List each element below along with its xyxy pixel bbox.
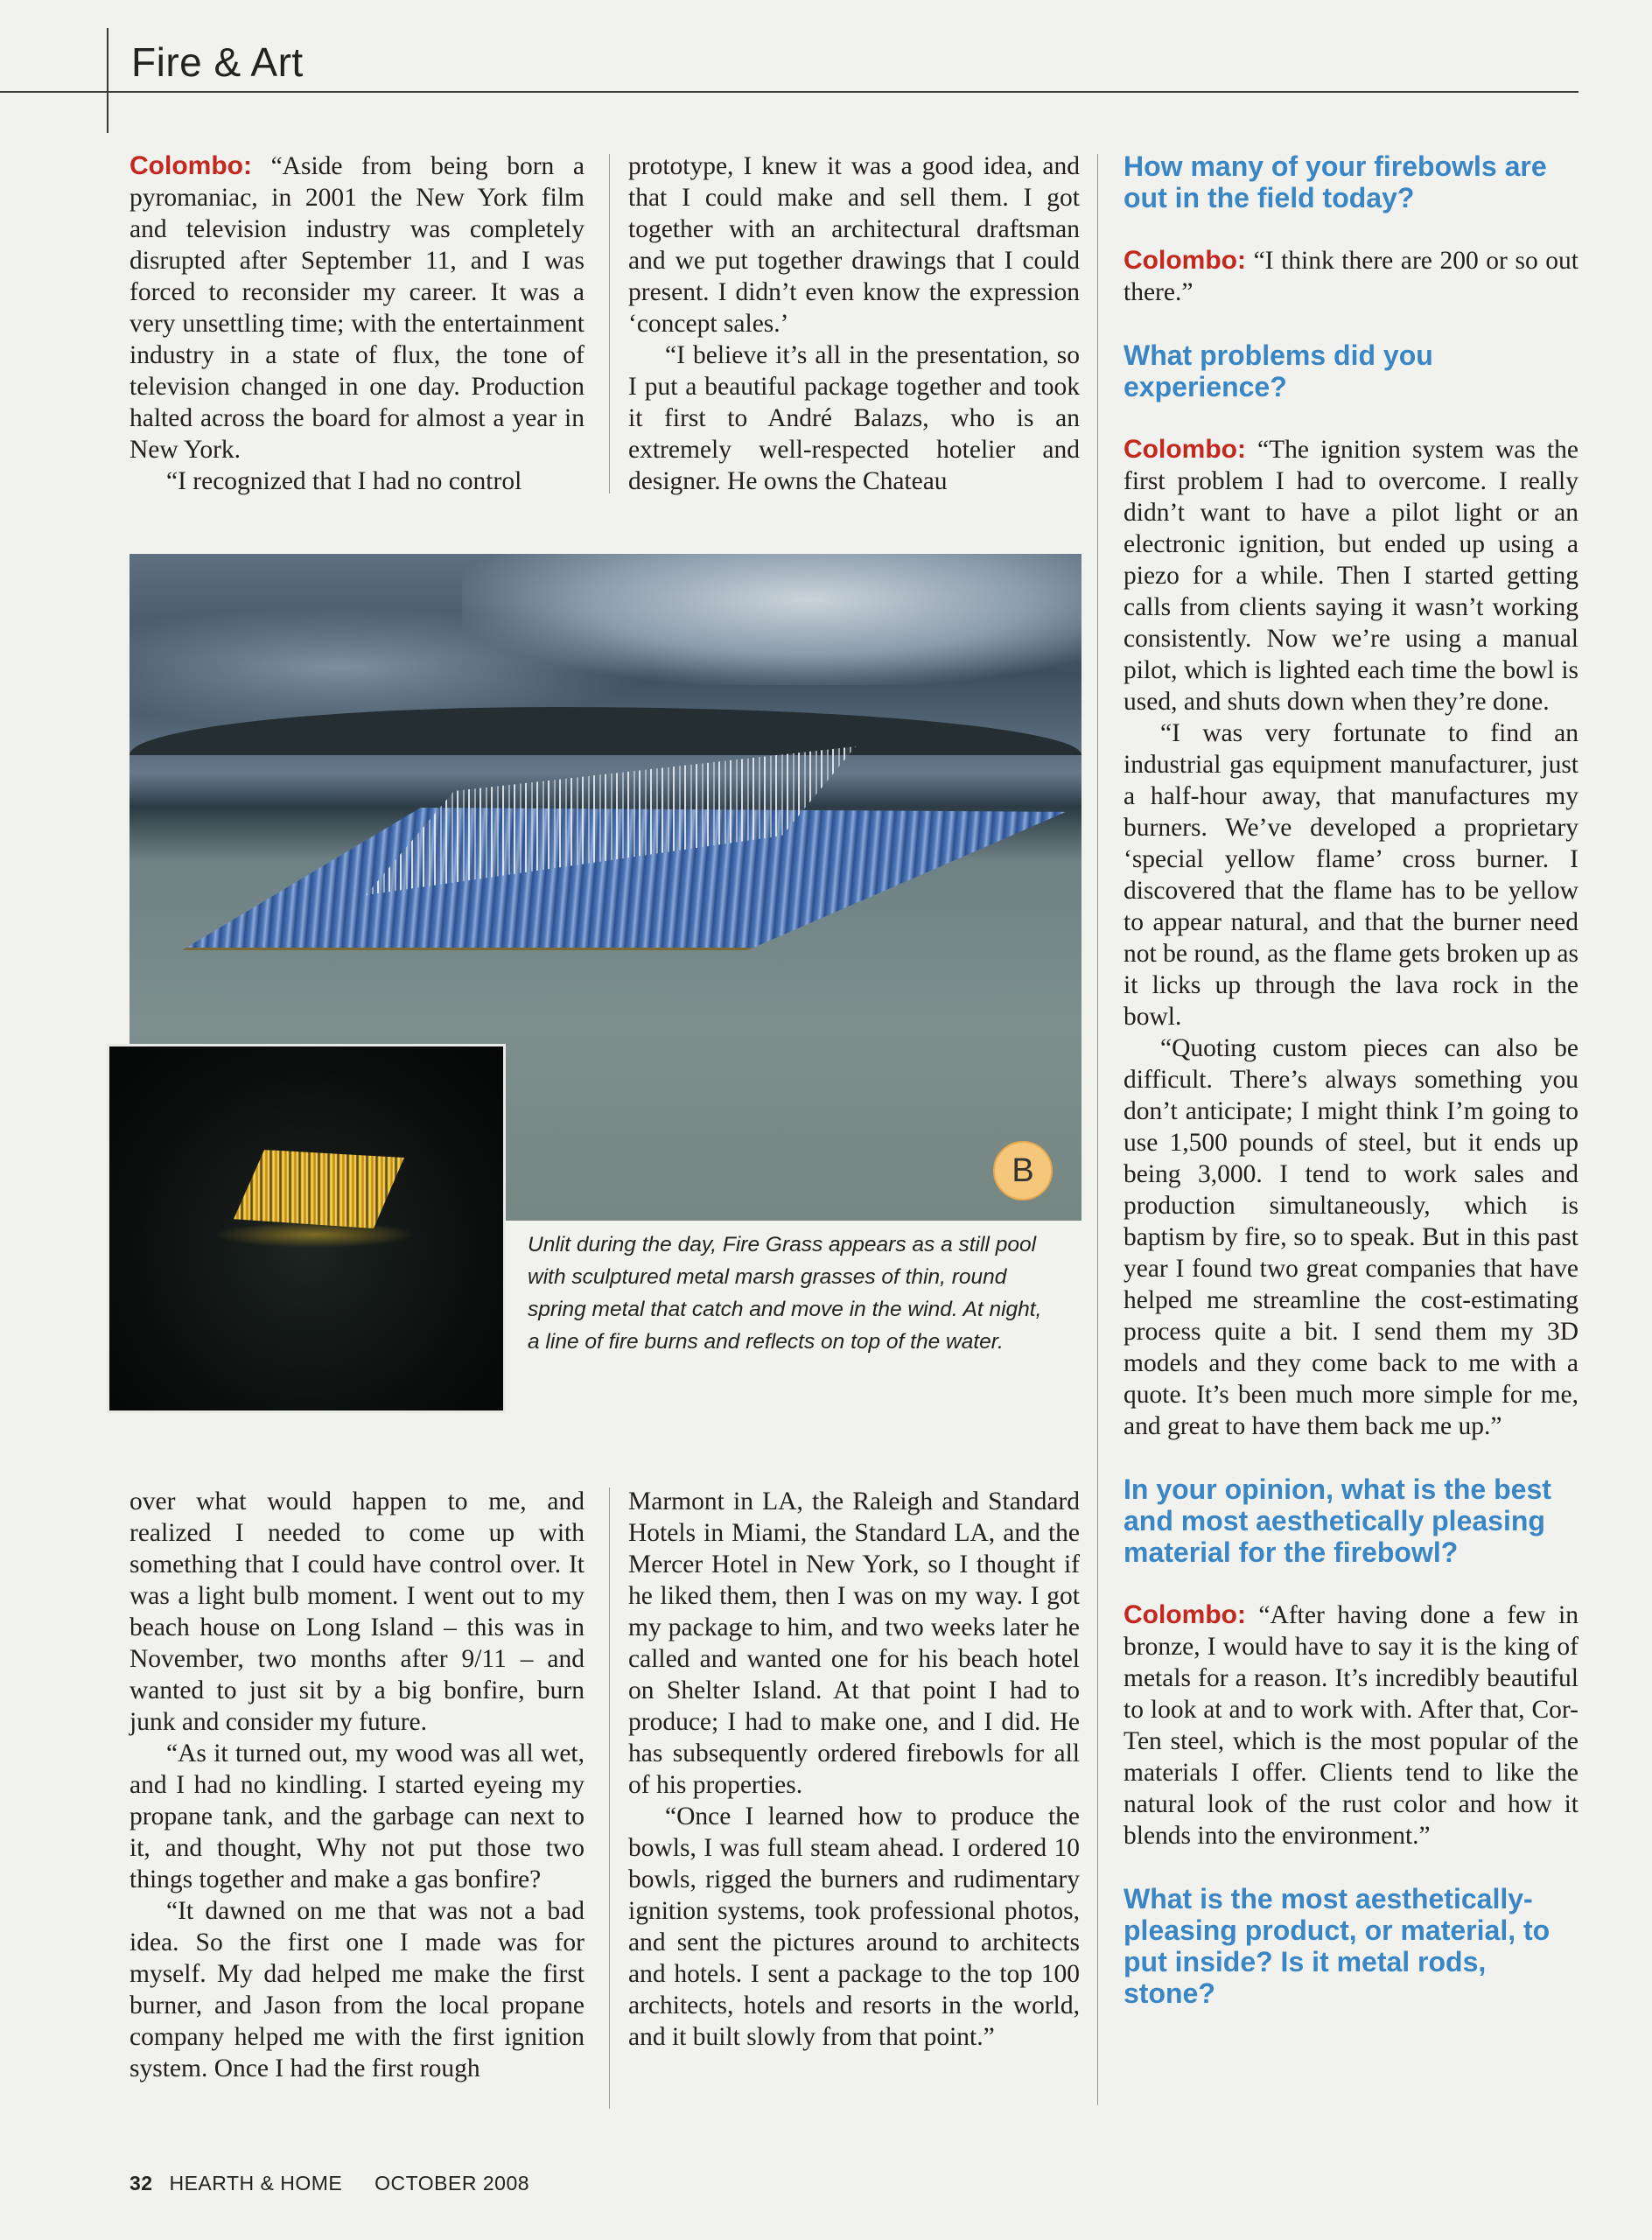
figure-caption: Unlit during the day, Fire Grass appears as a still pool with sculptured metal marsh grasses of thin, round spring metal that catch and move in the wind. At night, a line of fire burns and reflects on top of the water. [528,1233,1042,1354]
page-number: 32 [130,2172,153,2194]
speaker-label: Colombo: [1124,435,1246,464]
fire-grass-night-photo [107,1044,506,1413]
paragraph: “Quoting custom pieces can also be difficult. There’s always something you don’t anticipate; I might think I’m going to use 1,500 pounds of steel, but it ends up being 3,000. I tend to work sales and production simultaneously, which is baptism by fire, so to speak. But in this past year I found two great companies that have helped me streamline the cost-estimating process quite a bit. I send them my 3D models and they come back to me with a quote. It’s been much more simple for me, and great to have them back me up.” [1124,1034,1578,1440]
paragraph-text: “After having done a few in bronze, I would have to say it is the king of metals for a reason. It’s incredibly beautiful to look at and to work with. After that, Cor-Ten steel, which is the most popular of the materials I offer. Clients tend to like the natural look of the rust color and how it blends into the environment.” [1124,1601,1578,1850]
header-rule [0,91,1578,93]
paragraph-text: “The ignition system was the first problem I had to overcome. I really didn’t want to have a pilot light or an electronic ignition, but ended up using a piezo for a while. Then I started getting calls from clients saying it wasn’t working consistently. Now we’re using a manual pilot, which is lighted each time the bowl is used, and shuts down when they’re done. [1124,436,1578,716]
paragraph-text: “I think there are 200 or so out there.” [1124,247,1578,306]
column-divider [1097,154,1098,2105]
header-vertical-rule [107,28,108,133]
speaker-label: Colombo: [130,151,252,180]
question-heading: In your opinion, what is the best and most aesthetically pleasing material for the firebowl? [1124,1474,1551,1568]
paragraph: Marmont in LA, the Raleigh and Standard Hotels in Miami, the Standard LA, and the Mercer Hotel in New York, so I thought if he liked them, then I was on my way. I got my package to him, and two weeks later he called and wanted one for his beach hotel on Shelter Island. At that point I had to produce; I had to make one, and I did. He has subsequently ordered firebowls for all of his properties. [628,1488,1080,1799]
page-footer [130,2172,529,2195]
paragraph [1124,245,1578,308]
paragraph: “I was very fortunate to find an industrial gas equipment manufacturer, just a half-hour away, that manufactures my burners. We’ve developed a proprietary ‘special yellow flame’ cross burner. I discovered that the flame has to be yellow to appear natural, and that the burner need not be round, as the flame gets broken up as it licks up through the lava rock in the bowl. [1124,719,1578,1031]
paragraph: over what would happen to me, and realized I needed to come up with something that I could have control over. It was a light bulb moment. I went out to my beach house on Long Island – this was in November, two months after 9/11 – and wanted to just sit by a big bonfire, burn junk and consider my future. [130,1488,584,1736]
paragraph [1124,1600,1578,1852]
speaker-label: Colombo: [1124,1600,1246,1629]
paragraph: “I believe it’s all in the presentation, so I put a beautiful package together and took it first to André Balazs, who is an extremely well-respected hotelier and designer. He owns the Chateau [628,341,1080,495]
section-title: Fire & Art [131,39,304,85]
column-divider [609,154,610,494]
column1-top [130,150,584,497]
column2-bottom [628,1486,1080,2053]
publication-name: HEARTH & HOME [169,2172,343,2194]
speaker-label: Colombo: [1124,246,1246,275]
paragraph: prototype, I knew it was a good idea, and that I could make and sell them. I got together with an architectural draftsman and we put together drawings that I could present. I didn’t even know the expression ‘concept sales.’ [628,152,1080,338]
column3 [1124,150,1578,2009]
paragraph: “As it turned out, my wood was all wet, and I had no kindling. I started eyeing my propane tank, and the garbage can next to it, and thought, Why not put those two things together and make a gas bonfire? [130,1740,584,1894]
paragraph [1124,434,1578,718]
paragraph: “It dawned on me that was not a bad idea. So the first one I made was for myself. My dad helped me make the first burner, and Jason from the local propane company helped me with the first ignition system. Once I had the first rough [130,1897,584,2082]
column2-top [628,150,1080,497]
paragraph: “Once I learned how to produce the bowls, I was full steam ahead. I ordered 10 bowls, rigged the burners and rudimentary ignition systems, took professional photos, and sent the pictures around to architects and hotels. I sent a package to the top 100 architects, hotels and resorts in the world, and it built slowly from that point.” [628,1802,1080,2051]
column-divider [609,1488,610,2109]
paragraph: “I recognized that I had no control [166,467,522,495]
question-heading: How many of your firebowls are out in the field today? [1124,150,1547,214]
issue-date: OCTOBER 2008 [374,2172,530,2194]
paragraph [130,150,584,466]
question-heading: What problems did you experience? [1124,340,1433,402]
paragraph-text: “Aside from being born a pyromaniac, in 2001 the New York film and television industry was completely disrupted after September 11, and I was forced to reconsider my career. It was a very unsettling time; with the entertainment industry in a state of flux, the tone of television changed in one day. Production halted across the board for almost a year in New York. [130,152,584,464]
column1-bottom [130,1486,584,2084]
question-heading: What is the most aesthetically-pleasing product, or material, to put inside? Is it metal rods, stone? [1124,1883,1550,2009]
figure-badge: B [993,1141,1053,1200]
